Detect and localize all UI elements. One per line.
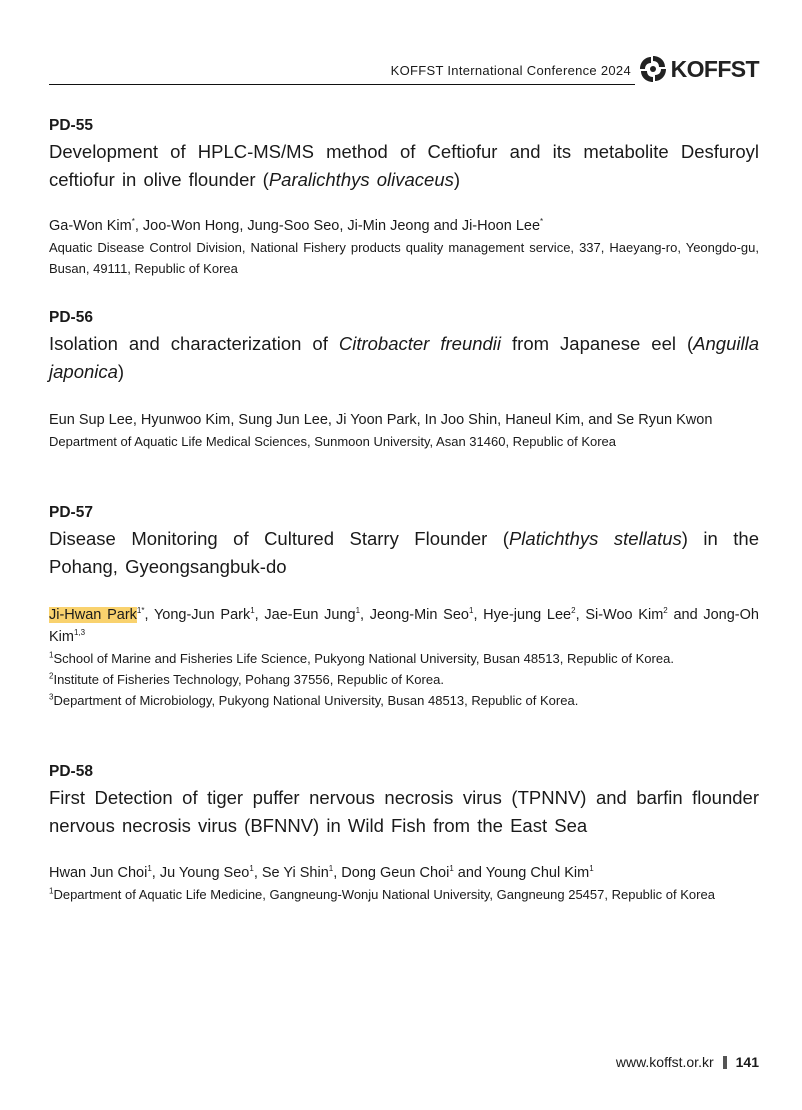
highlighted-author: Ji-Hwan Park bbox=[49, 607, 137, 623]
page-header bbox=[49, 52, 759, 86]
affiliation-1: $^1$Department of Aquatic Life Medicine, Gangneung-Wonju National University, Gangneung 25457, Republic of Korea bbox=[49, 886, 715, 902]
page-footer bbox=[616, 1054, 759, 1070]
abstract-id: PD-56 bbox=[49, 309, 93, 326]
abstract-id: PD-58 bbox=[49, 763, 93, 780]
abstract-title: Development of HPLC-MS/MS method of Ceftiofur and its metabolite Desfuroyl ceftiofur in olive flounder (Paralichthys olivaceus) bbox=[49, 141, 759, 190]
affiliation-3: $^3$Department of Microbiology, Pukyong National University, Busan 48513, Republic of Korea. bbox=[49, 692, 579, 708]
abstract-pd-57 bbox=[49, 503, 759, 711]
affiliation: Department of Aquatic Life Medical Sciences, Sunmoon University, Asan 31460, Republic of Korea bbox=[49, 434, 617, 449]
header-rule bbox=[49, 84, 635, 85]
page-number: 141 bbox=[735, 1054, 759, 1070]
affiliation-1: $^1$School of Marine and Fisheries Life Science, Pukyong National University, Busan 48513, Republic of Korea. bbox=[49, 650, 674, 666]
abstract-pd-58 bbox=[49, 762, 759, 905]
koffst-swirl-logo-icon bbox=[638, 54, 668, 84]
abstract-pd-55 bbox=[49, 116, 759, 279]
abstract-pd-56 bbox=[49, 308, 759, 452]
abstract-title: First Detection of tiger puffer nervous necrosis virus (TPNNV) and barfin flounder nervous necrosis virus (BFNNV) in Wild Fish from the East Sea bbox=[49, 787, 759, 836]
footer-url[interactable]: www.koffst.or.kr bbox=[615, 1054, 714, 1070]
abstract-title: Isolation and characterization of Citrobacter freundii from Japanese eel (Anguilla japonica) bbox=[49, 333, 759, 382]
affiliation: Aquatic Disease Control Division, National Fishery products quality management service, 337, Haeyang-ro, Yeongdo-gu, Busan, 49111, Republic of Korea bbox=[49, 240, 759, 276]
author-list: Ga-Won Kim*, Joo-Won Hong, Jung-Soo Seo, Ji-Min Jeong and Ji-Hoon Lee* bbox=[49, 217, 544, 234]
author-list: Hwan Jun Choi$^1$, Ju Young Seo$^1$, Se Yi Shin$^1$, Dong Geun Choi$^1$ and Young Chul Kim$^1$ bbox=[49, 864, 594, 881]
logo-text: KOFFST bbox=[670, 55, 759, 82]
author-list: Ji-Hwan Park$^{1*}$, Yong-Jun Park$^1$, Jae-Eun Jung$^1$, Jeong-Min Seo$^1$, Hye-jung Lee$^2$, Si-Woo Kim$^2$ and Jong-Oh Kim$^{1,3}$ bbox=[49, 606, 759, 645]
footer-divider bbox=[723, 1056, 727, 1069]
conference-title: KOFFST International Conference 2024 bbox=[390, 63, 631, 78]
affiliation-2: $^2$Institute of Fisheries Technology, Pohang 37556, Republic of Korea. bbox=[49, 671, 444, 687]
abstract-id: PD-57 bbox=[49, 504, 93, 521]
abstract-id: PD-55 bbox=[49, 117, 93, 134]
author-list: Eun Sup Lee, Hyunwoo Kim, Sung Jun Lee, Ji Yoon Park, In Joo Shin, Haneul Kim, and Se Ryun Kwon bbox=[49, 412, 713, 428]
abstract-title: Disease Monitoring of Cultured Starry Flounder (Platichthys stellatus) in the Pohang, Gyeongsangbuk-do bbox=[49, 528, 759, 577]
koffst-logo bbox=[638, 54, 759, 84]
